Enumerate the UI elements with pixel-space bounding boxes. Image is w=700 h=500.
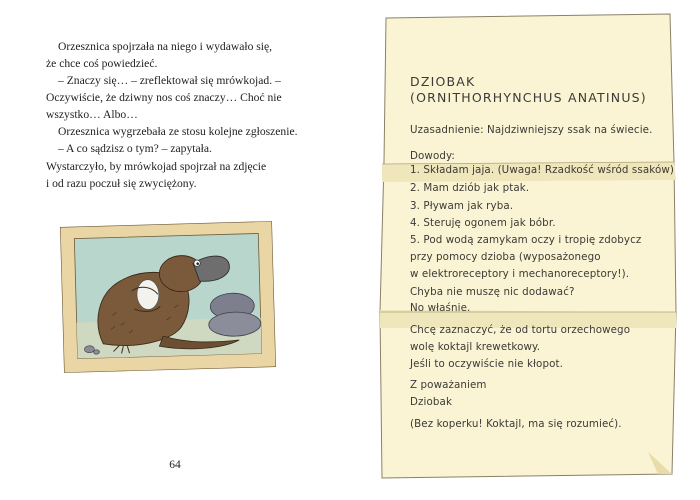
- letter-title: DZIOBAK: [410, 74, 476, 89]
- note-line: wolę koktajl krewetkowy.: [410, 341, 541, 353]
- letter-subtitle: (ORNITHORHYNCHUS ANATINUS): [410, 90, 647, 105]
- evidence-item: 2. Mam dziób jak ptak.: [410, 182, 530, 194]
- text-line: wszystko… Albo…: [46, 108, 138, 121]
- text-line: Wystarczyło, by mrówkojad spojrzał na zdjęcie: [46, 160, 267, 173]
- evidence-item: przy pomocy dzioba (wyposażonego: [410, 251, 601, 263]
- evidence-item: 3. Pływam jak ryba.: [410, 200, 514, 212]
- note-line: Jeśli to oczywiście nie kłopot.: [410, 358, 564, 370]
- evidence-item: w elektroreceptory i mechanoreceptory!).: [410, 268, 630, 280]
- evidence-item: 4. Steruję ogonem jak bóbr.: [410, 217, 556, 229]
- text-line: Orzesznica spojrzała na niego i wydawało się,: [58, 40, 273, 53]
- regards: Z poważaniem: [410, 379, 487, 391]
- text-line: że chce coś powiedzieć.: [46, 57, 158, 70]
- letter-sheet: [378, 12, 678, 480]
- paragraph-1: [46, 38, 316, 157]
- evidence-heading: Dowody:: [410, 150, 455, 162]
- closing-question: Chyba nie muszę nic dodawać?: [410, 286, 575, 298]
- justification: Uzasadnienie: Najdziwniejszy ssak na świecie.: [410, 124, 653, 136]
- evidence-item: 5. Pod wodą zamykam oczy i tropię zdobycz: [410, 234, 642, 246]
- closing-answer: No właśnie.: [410, 302, 471, 314]
- text-line: – Znaczy się… – zreflektował się mrówkojad. –: [58, 74, 281, 87]
- note-line: Chcę zaznaczyć, że od tortu orzechowego: [410, 324, 631, 336]
- text-line: Orzesznica wygrzebała ze stosu kolejne zgłoszenie.: [58, 125, 298, 138]
- text-line: – A co sądzisz o tym? – zapytała.: [58, 142, 212, 155]
- text-line: i od razu poczuł się zwyciężony.: [46, 177, 197, 190]
- postscript: (Bez koperku! Koktajl, ma się rozumieć).: [410, 418, 622, 430]
- paragraph-2: [46, 158, 316, 192]
- platypus-photo-illustration: [60, 221, 276, 373]
- page-number: 64: [169, 459, 181, 471]
- signature: Dziobak: [410, 396, 453, 408]
- letter-content: [378, 12, 678, 480]
- text-line: Oczywiście, że dziwny nos coś znaczy… Choć nie: [46, 91, 282, 104]
- evidence-item: 1. Składam jaja. (Uwaga! Rzadkość wśród ssaków): [410, 164, 674, 176]
